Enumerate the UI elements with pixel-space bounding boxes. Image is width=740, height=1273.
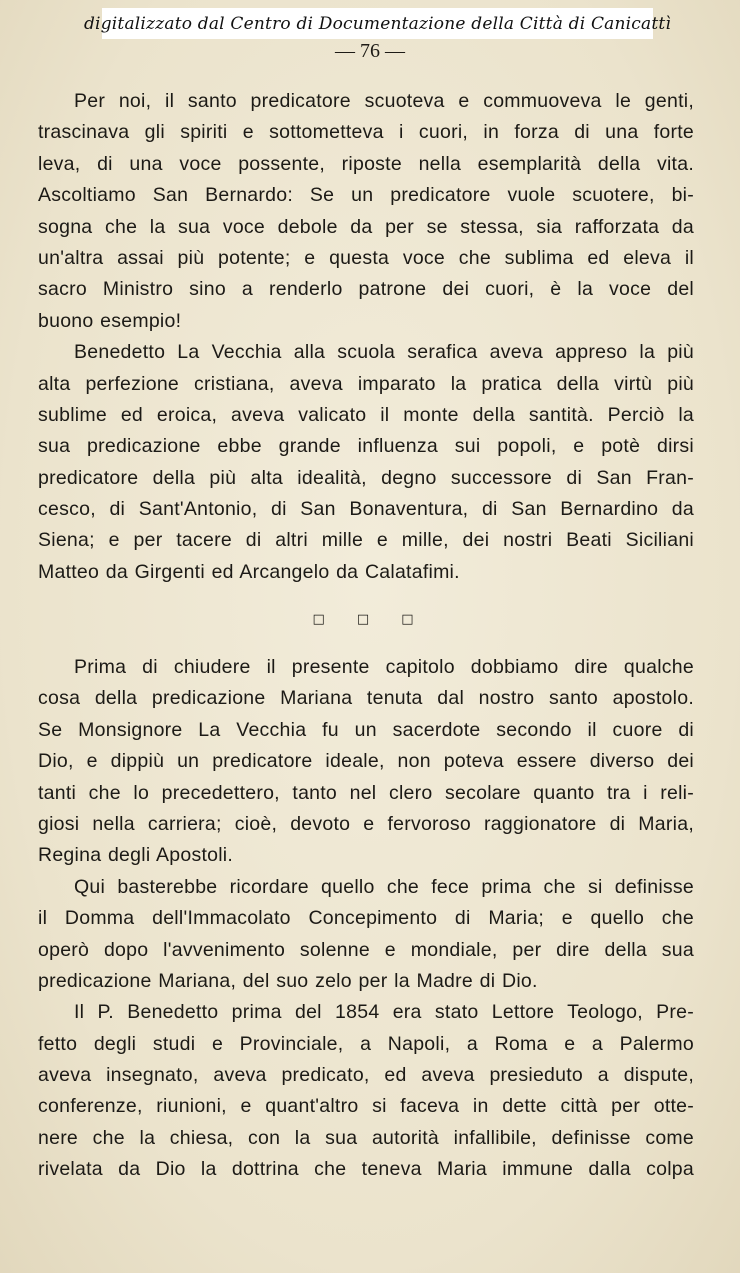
text-block-2 [38, 652, 694, 1186]
text-line: Per noi, il santo predicatore scuoteva e commuoveva le genti, [74, 90, 694, 112]
text-line: il Domma dell'Immacolato Concepimento di Maria; e quello che [38, 907, 694, 930]
text-line: giosi nella carriera; cioè, devoto e fervoroso raggionatore di Maria, [38, 812, 694, 835]
text-line: cosa della predicazione Mariana tenuta dal nostro santo apostolo. [38, 687, 694, 710]
text-line: conferenze, riunioni, e quant'altro si faceva in dette città per otte- [38, 1095, 694, 1118]
digitization-watermark: digitalizzato dal Centro di Documentazione della Città di Canicattì [102, 8, 653, 39]
text-line: Siena; e per tacere di altri mille e mille, dei nostri Beati Siciliani [38, 529, 694, 552]
text-line: predicatore della più alta idealità, degno successore di San Fran- [38, 466, 694, 489]
text-line: sogna che la sua voce debole da per se stessa, sia rafforzata da [38, 215, 694, 238]
text-line: cesco, di Sant'Antonio, di San Bonaventura, di San Bernardino da [38, 498, 694, 521]
text-line: sacro Ministro sino a renderlo patrone dei cuori, è la voce del [38, 278, 694, 301]
text-line: Prima di chiudere il presente capitolo dobbiamo dire qualche [74, 656, 694, 678]
text-line: aveva insegnato, aveva predicato, ed aveva presieduto a dispute, [38, 1064, 694, 1087]
text-line: rivelata da Dio la dottrina che teneva Maria immune dalla colpa [38, 1158, 694, 1181]
text-line: fetto degli studi e Provinciale, a Napoli, a Roma e a Palermo [38, 1032, 694, 1055]
text-line: Dio, e dippiù un predicatore ideale, non poteva essere diverso dei [38, 750, 694, 773]
text-block-1 [38, 86, 694, 588]
text-line: Matteo da Girgenti ed Arcangelo da Calatafimi. [38, 560, 460, 583]
text-line: Qui basterebbe ricordare quello che fece prima che si definisse [74, 875, 694, 898]
text-line: Il P. Benedetto prima del 1854 era stato Lettore Teologo, Pre- [74, 1001, 694, 1024]
text-line: Regina degli Apostoli. [38, 844, 234, 867]
text-line: nere che la chiesa, con la sua autorità infallibile, definisse come [38, 1126, 694, 1149]
text-line: tanti che lo precedettero, tanto nel clero secolare quanto tra i reli- [38, 781, 694, 804]
text-line: operò dopo l'avvenimento solenne e mondiale, per dire della sua [38, 938, 694, 961]
text-line: Ascoltiamo San Bernardo: Se un predicatore vuole scuotere, bi- [38, 184, 694, 207]
page-number: — 76 — [335, 40, 405, 62]
section-separator: □ □ □ [312, 612, 428, 627]
text-line: buono esempio! [38, 309, 182, 332]
text-line: Se Monsignore La Vecchia fu un sacerdote secondo il cuore di [38, 718, 694, 741]
text-line: alta perfezione cristiana, aveva imparato la pratica della virtù più [38, 372, 694, 395]
text-line: sublime ed eroica, aveva valicato il monte della santità. Perciò la [38, 403, 694, 426]
text-line: trascinava gli spiriti e sottometteva i cuori, in forza di una forte [38, 121, 694, 144]
text-line: un'altra assai più potente; e questa voce che sublima ed eleva il [38, 246, 694, 269]
text-line: leva, di una voce possente, riposte nella esemplarità della vita. [38, 152, 694, 175]
text-line: predicazione Mariana, del suo zelo per la Madre di Dio. [38, 969, 538, 992]
text-line: Benedetto La Vecchia alla scuola serafica aveva appreso la più [74, 341, 694, 364]
text-line: sua predicazione ebbe grande influenza sui popoli, e potè dirsi [38, 435, 694, 458]
